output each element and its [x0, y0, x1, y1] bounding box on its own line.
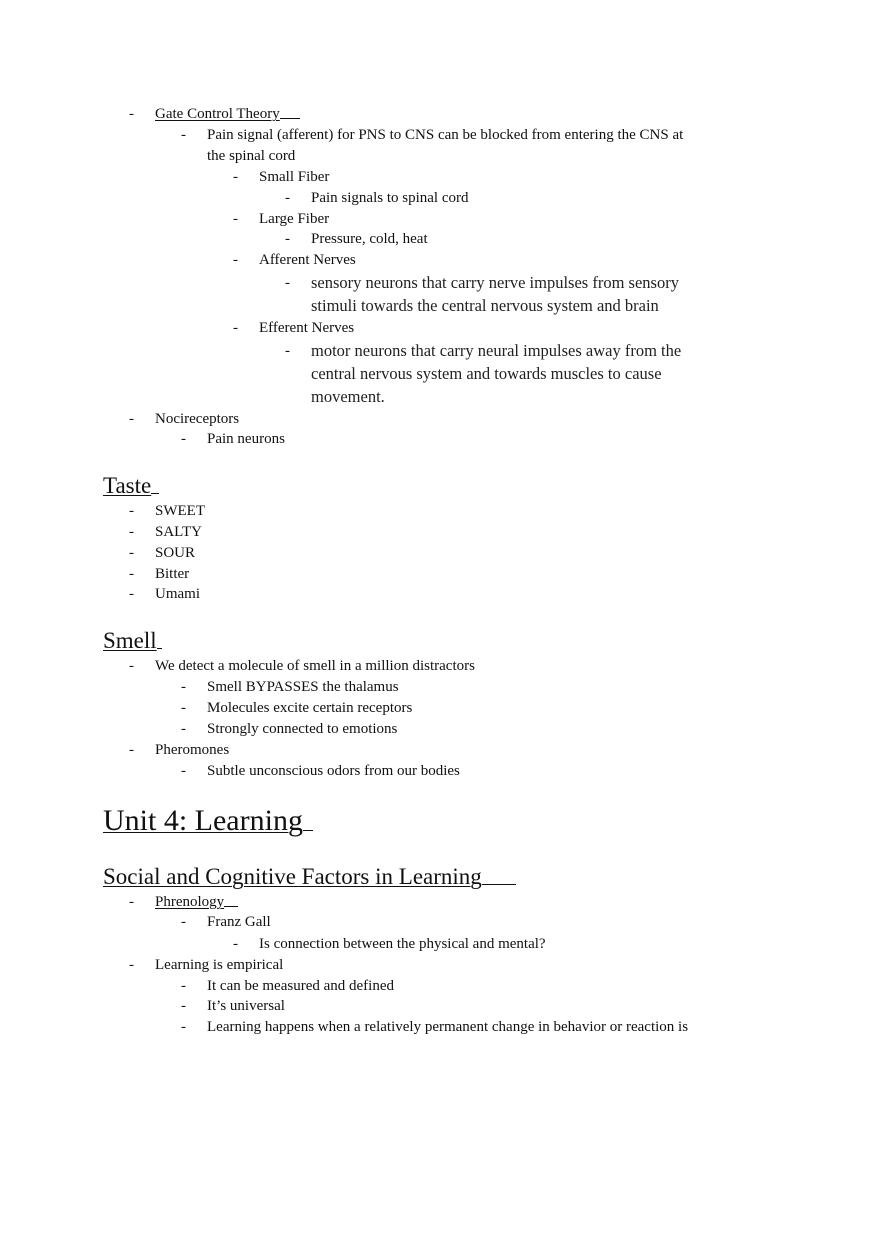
- empirical-item: It can be measured and defined: [207, 978, 394, 994]
- bullet-dash: -: [129, 503, 134, 519]
- bullet-dash: -: [181, 978, 186, 994]
- unit-heading: Unit 4: Learning: [103, 803, 313, 839]
- taste-heading: Taste: [103, 472, 159, 500]
- bullet-dash: -: [129, 524, 134, 540]
- large-fiber-label: Large Fiber: [259, 211, 330, 227]
- small-fiber-detail: Pain signals to spinal cord: [311, 190, 469, 206]
- bullet-dash: -: [129, 586, 134, 602]
- underline-trail: [280, 118, 300, 119]
- underline-trail: [303, 830, 313, 831]
- smell-detect-item: Molecules excite certain receptors: [207, 700, 413, 716]
- bullet-dash: -: [129, 106, 134, 122]
- empirical-item: Learning happens when a relatively permanent change in behavior or reaction is: [207, 1019, 689, 1035]
- bullet-dash: -: [285, 275, 290, 291]
- bullet-dash: -: [181, 127, 186, 143]
- bullet-dash: -: [129, 545, 134, 561]
- bullet-dash: -: [181, 1019, 186, 1035]
- taste-item: SALTY: [155, 524, 202, 540]
- bullet-dash: -: [129, 658, 134, 674]
- social-cognitive-heading: Social and Cognitive Factors in Learning: [103, 863, 516, 891]
- bullet-dash: -: [233, 936, 238, 952]
- smell-detect-item: Smell BYPASSES the thalamus: [207, 679, 399, 695]
- bullet-dash: -: [181, 914, 186, 930]
- bullet-dash: -: [181, 679, 186, 695]
- afferent-detail-line-1: sensory neurons that carry nerve impulses from sensory: [311, 273, 679, 292]
- bullet-dash: -: [181, 763, 186, 779]
- pheromones-label: Pheromones: [155, 742, 230, 758]
- bullet-dash: -: [285, 231, 290, 247]
- smell-detect-item: Strongly connected to emotions: [207, 721, 398, 737]
- large-fiber-detail: Pressure, cold, heat: [311, 231, 428, 247]
- bullet-dash: -: [233, 320, 238, 336]
- bullet-dash: -: [233, 252, 238, 268]
- underline-trail: [482, 884, 516, 885]
- nociceptors-detail: Pain neurons: [207, 431, 285, 447]
- taste-item: Bitter: [155, 566, 190, 582]
- bullet-dash: -: [181, 431, 186, 447]
- underline-trail: [157, 648, 162, 649]
- bullet-dash: -: [181, 700, 186, 716]
- small-fiber-label: Small Fiber: [259, 169, 330, 185]
- bullet-dash: -: [129, 411, 134, 427]
- phrenology-label: Phrenology: [155, 892, 238, 912]
- franz-gall-detail: Is connection between the physical and mental?: [259, 936, 546, 952]
- efferent-detail-line-1: motor neurons that carry neural impulses away from the: [311, 341, 682, 360]
- bullet-dash: -: [129, 566, 134, 582]
- bullet-dash: -: [233, 211, 238, 227]
- bullet-dash: -: [129, 957, 134, 973]
- afferent-nerves-label: Afferent Nerves: [259, 252, 356, 268]
- underline-trail: [224, 906, 238, 907]
- smell-detect-text: We detect a molecule of smell in a million distractors: [155, 658, 475, 674]
- afferent-detail-line-2: stimuli towards the central nervous system and brain: [311, 296, 659, 315]
- efferent-nerves-label: Efferent Nerves: [259, 320, 355, 336]
- bullet-dash: -: [285, 190, 290, 206]
- pain-signal-text-cont: the spinal cord: [207, 148, 296, 164]
- smell-heading: Smell: [103, 627, 162, 655]
- pheromones-detail: Subtle unconscious odors from our bodies: [207, 763, 460, 779]
- bullet-dash: -: [129, 894, 134, 910]
- taste-item: SWEET: [155, 503, 205, 519]
- learning-empirical-label: Learning is empirical: [155, 957, 284, 973]
- franz-gall-label: Franz Gall: [207, 914, 271, 930]
- gate-control-title: Gate Control Theory: [155, 104, 300, 124]
- taste-item: SOUR: [155, 545, 196, 561]
- bullet-dash: -: [181, 998, 186, 1014]
- bullet-dash: -: [181, 721, 186, 737]
- bullet-dash: -: [285, 343, 290, 359]
- efferent-detail-line-2: central nervous system and towards muscles to cause: [311, 364, 662, 383]
- empirical-item: It’s universal: [207, 998, 285, 1014]
- taste-item: Umami: [155, 586, 200, 602]
- bullet-dash: -: [129, 742, 134, 758]
- efferent-detail-line-3: movement.: [311, 387, 385, 406]
- pain-signal-text: Pain signal (afferent) for PNS to CNS can be blocked from entering the CNS at: [207, 127, 684, 143]
- nociceptors-label: Nocireceptors: [155, 411, 240, 427]
- underline-trail: [151, 493, 159, 494]
- bullet-dash: -: [233, 169, 238, 185]
